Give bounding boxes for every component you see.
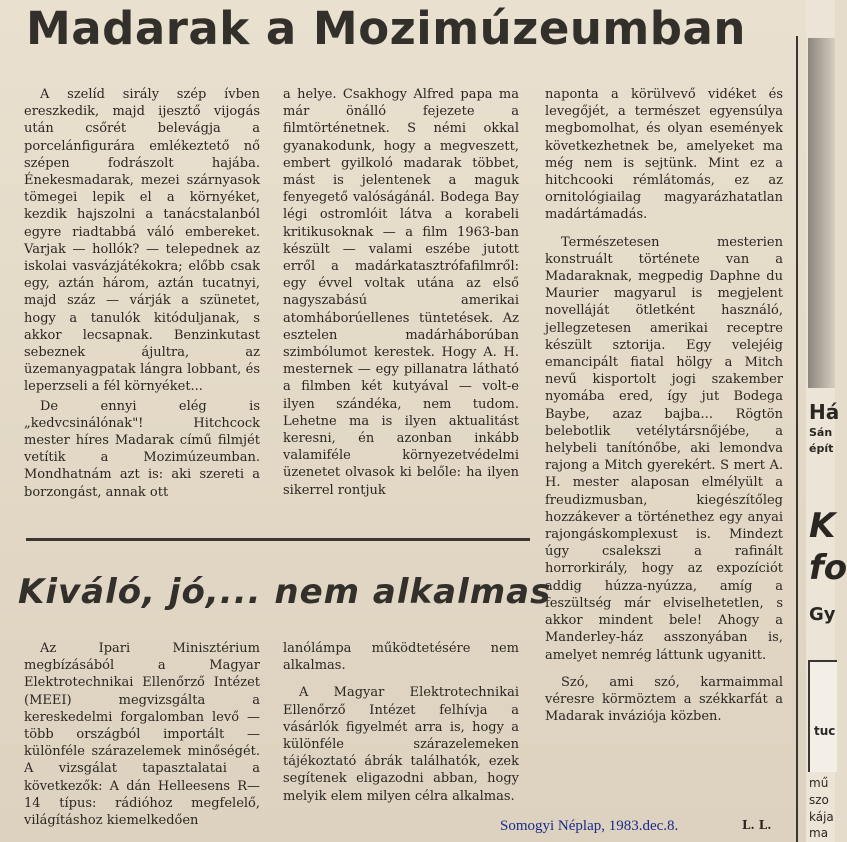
article-paragraph: A Magyar Elektrotechnikai Ellenőrző Intézet felhívja a vásárlók figyelmét arra is, hogy a különféle szárazelemeken tájékoztató ábrák találhatók, ezek segítenek eligazodni abban, hogy melyik elem milyen célra alkalmas. [283,685,519,804]
article-column-1 [24,86,260,501]
article-paragraph: a helye. Csakhogy Alfred papa ma már önálló fejezete a filmtörténetnek. S némi okkal gyanakodunk, hogy a megveszett, embert gyilkoló madarak többet, mást is jelentenek a maguk fenyegető valóságánál. Bodega Bay légi ostromlóit látva a korabeli kritikusoknak — a film 1963-ban készült — valami eszébe jutott erről a madárkatasztrófafilmről: egy évvel voltak utána az első nagyszabású amerikai atomháborúellenes tüntetések. Az esztelen madárháborúban szimbólumot kerestek. Hogy A. H. mesternek — egy pillanatra látható a filmben két kutyával — volt-e ilyen szándéka, nem tudom. Lehetne ma is ilyen aktualitást keresni, én azonban inkább valamiféle környezetvédelmi üzenetet olvasok ki belőle: ha ilyen sikerrel rontjuk [283,87,519,498]
article2-column-1 [24,640,260,829]
strip-fragment-1: Há [809,400,840,424]
strip-fragment-9: szo [809,793,829,807]
strip-fragment-4: K [809,506,836,546]
strip-fragment-5: fo [809,548,847,588]
source-caption: Somogyi Néplap, 1983.dec.8. [500,818,679,834]
article-paragraph: Természetesen mesterien konstruált története van a Madaraknak, megpedig Daphne du Maurier magyarul is megjelent novelláját ötletként használó, jellegzetesen amerikai receptre készült sztorija. Egy velejéig emancipált fiatal hölgy a Mitch nevű kisportolt jogi szakember nyomába ered, így jut Bodega Baybe, azaz bajba... Rögtön belebotlik vetélytársnőjébe, a helybeli tanítónőbe, aki lemondva rajong a Mitch gyerekért. S mert A. H. mester alaposan elmélyült a freudizmusban, kiegészítőleg hozzákever a történethez egy anyai rajongáskomplexust is. Mindezt úgy csalekszi a rafinált horrorkirály, hogy az expozíciót addig húzza-nyúzza, amíg a feszültség már elviselhetetlen, s akkor mindent bele! Ahogy a Manderley-ház asszonyában is, amelyet nemrég láttunk ugyanitt. [545,234,783,663]
article-column-3 [545,86,783,725]
strip-fragment-8: mű [809,776,829,790]
article-column-2 [283,86,519,499]
article-paragraph: naponta a körülvevő vidéket és levegőjét, a természet egyensúlya megbomolhat, és olyan események következhetnek be, amelyeket ma még nem is sejtünk. Mint ez a hitchcooki rémlátomás, ez az ornitológiailag magyarázhatatlan madártámadás. [545,87,783,223]
section-divider [26,538,530,541]
article-paragraph: Szó, ami szó, karmaimmal véresre körmöztem a székkarfát a Madarak inváziója közben. [545,674,783,725]
strip-fragment-2: Sán [809,426,833,439]
strip-fragment-6: Gy [809,604,836,625]
article-headline: Madarak a Mozimúzeumban [26,2,746,55]
adjacent-box-fragment [808,660,837,772]
strip-fragment-10: kája [809,810,834,824]
article-paragraph: A szelíd sirály szép ívben ereszkedik, majd ijesztő vijogás után csőrét belevágja a porcelánfigurára emlékeztető nő szépen fodrászolt hajába. Énekesmadarak, mezei szárnyasok tömegei lepik el a környéket, kezdik hajszolni a tanácstalanból egyre riadtabbá váló embereket. Varjak — hollók? — telepednek az iskolai vasvázjátékokra; előbb csak egy, aztán három, aztán tucatnyi, majd száz — várják a szünetet, hogy a tanulók kitóduljanak, s akkor lecsapnak. Benzinkutast sebeznek ájultra, az üzemanyagpatak lángra lobbant, és leperzseli a fél környéket... [24,87,260,395]
author-signature: L. L. [742,818,772,832]
strip-fragment-11: ma [809,826,829,840]
strip-fragment-3: épít [809,442,834,455]
article-paragraph: lanólámpa működtetésére nem alkalmas. [283,641,519,674]
adjacent-photo-fragment [808,38,835,388]
article2-column-2 [283,640,519,805]
article-paragraph: De ennyi elég is „kedvcsinálónak"! Hitchcock mester híres Madarak című filmjét vetítik a Mozimúzeumban. Mondhatnám azt is: aki szereti a borzongást, annak ott [24,398,260,500]
column-rule-right [796,36,798,842]
article2-headline: Kiváló, jó,... nem alkalmas [18,572,552,612]
strip-fragment-7: tuc [814,724,836,738]
article-paragraph: Az Ipari Minisztérium megbízásából a Magyar Elektrotechnikai Ellenőrző Intézet (MEEI) megvizsgálta a kereskedelmi forgalomban levő — több országból importált — különféle szárazelemek minőségét. A vizsgálat tapasztalatai a következők: A dán Helleesens R—14 típus: rádióhoz megfelelő, világításhoz kiemelkedően [24,641,260,829]
